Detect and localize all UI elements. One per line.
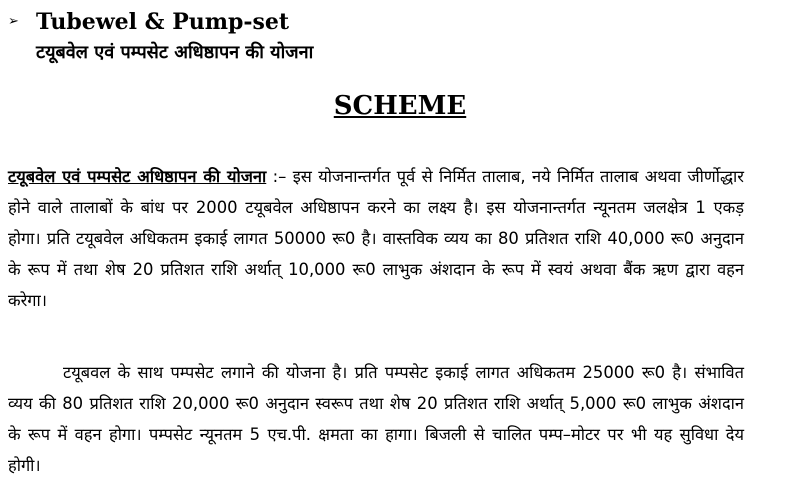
section-header <box>8 6 289 38</box>
arrow-bullet-icon: ➢ <box>8 14 19 29</box>
section-title-english: Tubewel & Pump-set <box>36 9 290 35</box>
paragraph-body: :– इस योजनान्तर्गत पूर्व से निर्मित तालाब, नये निर्मित तालाब अथवा जीर्णोद्धार होने वाले तालाबों के बांध पर 2000 टयूबवेल अधिष्ठापन करने का लक्ष्य है। इस योजनान्तर्गत न्यूनतम जलक्षेत्र 1 एकड़ होगा। प्रति टयूबवेल अधिकतम इकाई लागत 50000 रू0 है। वास्तविक व्यय का 80 प्रतिशत राशि 40,000 रू0 अनुदान के रूप में तथा शेष 20 प्रतिशत राशि अर्थात् 10,000 रू0 लाभुक अंशदान के रूप में स्वयं अथवा बैंक ऋण द्वारा वहन करेगा। <box>8 167 744 311</box>
scheme-paragraph-tubewell <box>8 161 744 316</box>
scheme-paragraph-pumpset: टयूबवल के साथ पम्पसेट लगाने की योजना है। प्रति पम्पसेट इकाई लागत अधिकतम 25000 रू0 है। संभावित व्यय की 80 प्रतिशत राशि 20,000 रू0 अनुदान स्वरूप तथा शेष 20 प्रतिशत राशि अर्थात् 5,000 रू0 लाभुक अंशदान के रूप में वहन होगा। पम्पसेट न्यूनतम 5 एच.पी. क्षमता का हागा। बिजली से चालित पम्प–मोटर पर भी यह सुविधा देय होगी। <box>8 363 744 476</box>
scheme-title: SCHEME <box>333 91 467 121</box>
paragraph-heading: टयूबवेल एवं पम्पसेट अधिष्ठापन की योजना <box>8 167 267 187</box>
section-title-hindi: टयूबवेल एवं पम्पसेट अधिष्ठापन की योजना <box>36 42 314 63</box>
